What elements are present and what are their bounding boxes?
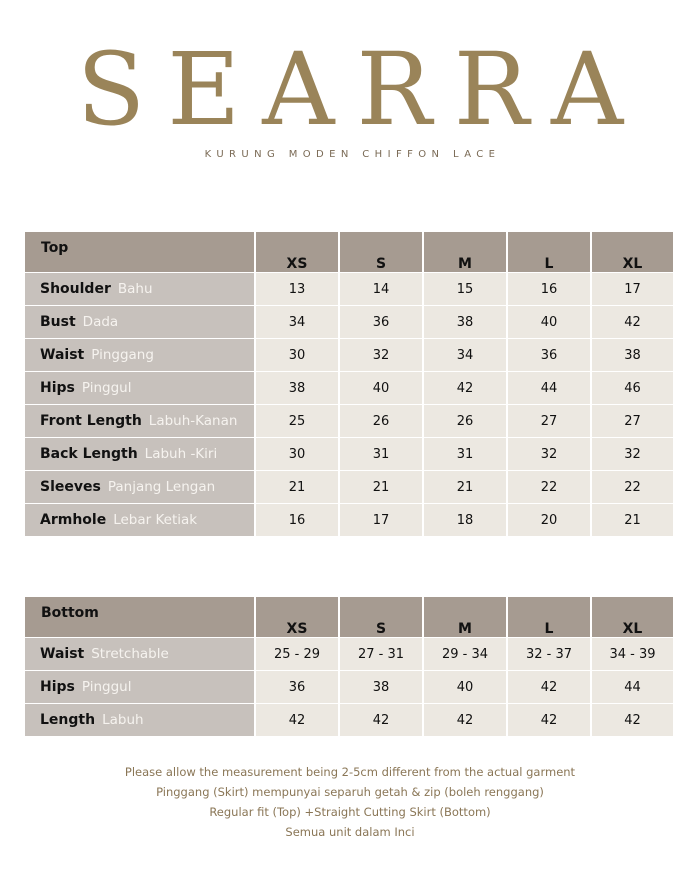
measurement-value: 31 — [338, 437, 422, 470]
measurement-value: 32 — [506, 437, 590, 470]
measurement-value: 40 — [338, 371, 422, 404]
measurement-value: 26 — [422, 404, 506, 437]
measurement-value: 42 — [422, 371, 506, 404]
table-row — [25, 371, 673, 404]
brand-subtitle: KURUNG MODEN CHIFFON LACE — [204, 149, 501, 160]
top-table-header-row — [25, 232, 673, 272]
size-header-m: M — [422, 232, 506, 272]
size-header-xl: XL — [590, 232, 673, 272]
measurement-label — [25, 305, 254, 338]
measurement-name-my: Pinggul — [81, 380, 132, 396]
table-row — [25, 305, 673, 338]
measurement-name-en: Back Length — [40, 446, 138, 462]
measurement-name-en: Waist — [40, 646, 85, 662]
measurement-value: 36 — [338, 305, 422, 338]
measurement-value: 15 — [422, 272, 506, 305]
table-row — [25, 437, 673, 470]
measurement-value: 32 — [338, 338, 422, 371]
measurement-value: 13 — [254, 272, 338, 305]
note-line: Regular fit (Top) +Straight Cutting Skirt (Bottom) — [209, 805, 491, 819]
measurement-name-my: Lebar Ketiak — [113, 512, 198, 528]
measurement-name-en: Sleeves — [40, 479, 101, 495]
measurement-value: 36 — [254, 670, 338, 703]
measurement-name-my: Panjang Lengan — [107, 479, 216, 495]
measurement-name-my: Labuh -Kiri — [144, 446, 218, 462]
measurement-value: 17 — [590, 272, 673, 305]
measurement-label — [25, 272, 254, 305]
measurement-value: 14 — [338, 272, 422, 305]
measurement-name-my: Stretchable — [91, 646, 169, 662]
measurement-value: 21 — [254, 470, 338, 503]
measurement-name-en: Waist — [40, 347, 85, 363]
measurement-value: 42 — [506, 703, 590, 736]
measurement-label — [25, 470, 254, 503]
table-row — [25, 470, 673, 503]
measurement-value: 21 — [590, 503, 673, 536]
measurement-value: 38 — [422, 305, 506, 338]
measurement-value: 27 — [506, 404, 590, 437]
measurement-name-my: Pinggul — [81, 679, 132, 695]
table-row — [25, 338, 673, 371]
measurement-name-en: Hips — [40, 679, 75, 695]
table-row — [25, 404, 673, 437]
measurement-value: 32 - 37 — [506, 637, 590, 670]
measurement-label — [25, 670, 254, 703]
size-header-xs: XS — [254, 232, 338, 272]
measurement-value: 44 — [506, 371, 590, 404]
measurement-value: 21 — [338, 470, 422, 503]
measurement-value: 21 — [422, 470, 506, 503]
measurement-name-en: Armhole — [40, 512, 107, 528]
table-row — [25, 703, 673, 736]
table-row — [25, 637, 673, 670]
measurement-name-en: Front Length — [40, 413, 142, 429]
measurement-label — [25, 503, 254, 536]
measurement-value: 42 — [422, 703, 506, 736]
measurement-name-en: Bust — [40, 314, 76, 330]
size-header-xs: XS — [254, 597, 338, 637]
measurement-label — [25, 338, 254, 371]
measurement-value: 42 — [254, 703, 338, 736]
note-line: Pinggang (Skirt) mempunyai separuh getah & zip (boleh renggang) — [156, 785, 544, 799]
size-header-l: L — [506, 232, 590, 272]
measurement-name-en: Shoulder — [40, 281, 111, 297]
measurement-name-my: Labuh — [102, 712, 144, 728]
measurement-value: 17 — [338, 503, 422, 536]
table-row — [25, 670, 673, 703]
measurement-value: 34 — [422, 338, 506, 371]
measurement-notes — [0, 762, 700, 842]
measurement-value: 27 — [590, 404, 673, 437]
measurement-value: 44 — [590, 670, 673, 703]
size-header-l: L — [506, 597, 590, 637]
measurement-value: 29 - 34 — [422, 637, 506, 670]
measurement-value: 42 — [590, 305, 673, 338]
measurement-name-my: Bahu — [117, 281, 153, 297]
note-line: Semua unit dalam Inci — [285, 825, 415, 839]
measurement-value: 34 — [254, 305, 338, 338]
measurement-label — [25, 703, 254, 736]
bottom-table-header-row — [25, 597, 673, 637]
measurement-value: 40 — [506, 305, 590, 338]
measurement-value: 22 — [506, 470, 590, 503]
measurement-value: 18 — [422, 503, 506, 536]
measurement-value: 34 - 39 — [590, 637, 673, 670]
measurement-value: 38 — [338, 670, 422, 703]
measurement-value: 40 — [422, 670, 506, 703]
size-header-s: S — [338, 597, 422, 637]
measurement-value: 27 - 31 — [338, 637, 422, 670]
measurement-value: 16 — [254, 503, 338, 536]
note-line: Please allow the measurement being 2-5cm different from the actual garment — [124, 765, 576, 779]
measurement-value: 32 — [590, 437, 673, 470]
measurement-value: 16 — [506, 272, 590, 305]
top-size-table — [25, 232, 673, 536]
size-header-xl: XL — [590, 597, 673, 637]
size-header-s: S — [338, 232, 422, 272]
size-header-m: M — [422, 597, 506, 637]
top-table-title: Top — [25, 232, 254, 272]
measurement-name-my: Pinggang — [91, 347, 154, 363]
bottom-table-title: Bottom — [25, 597, 254, 637]
table-row — [25, 272, 673, 305]
table-row — [25, 503, 673, 536]
measurement-value: 30 — [254, 338, 338, 371]
measurement-value: 31 — [422, 437, 506, 470]
measurement-value: 42 — [590, 703, 673, 736]
bottom-size-table — [25, 597, 673, 736]
measurement-name-my: Dada — [82, 314, 119, 330]
measurement-value: 26 — [338, 404, 422, 437]
measurement-name-my: Labuh-Kanan — [148, 413, 238, 429]
measurement-label — [25, 437, 254, 470]
measurement-name-en: Hips — [40, 380, 75, 396]
measurement-label — [25, 637, 254, 670]
measurement-name-en: Length — [40, 712, 96, 728]
measurement-value: 46 — [590, 371, 673, 404]
measurement-value: 30 — [254, 437, 338, 470]
measurement-value: 42 — [338, 703, 422, 736]
measurement-value: 22 — [590, 470, 673, 503]
measurement-value: 42 — [506, 670, 590, 703]
measurement-label — [25, 404, 254, 437]
measurement-value: 38 — [590, 338, 673, 371]
measurement-value: 20 — [506, 503, 590, 536]
brand-logo: SEARRA — [76, 31, 646, 148]
measurement-value: 25 - 29 — [254, 637, 338, 670]
measurement-value: 25 — [254, 404, 338, 437]
measurement-value: 38 — [254, 371, 338, 404]
measurement-label — [25, 371, 254, 404]
measurement-value: 36 — [506, 338, 590, 371]
